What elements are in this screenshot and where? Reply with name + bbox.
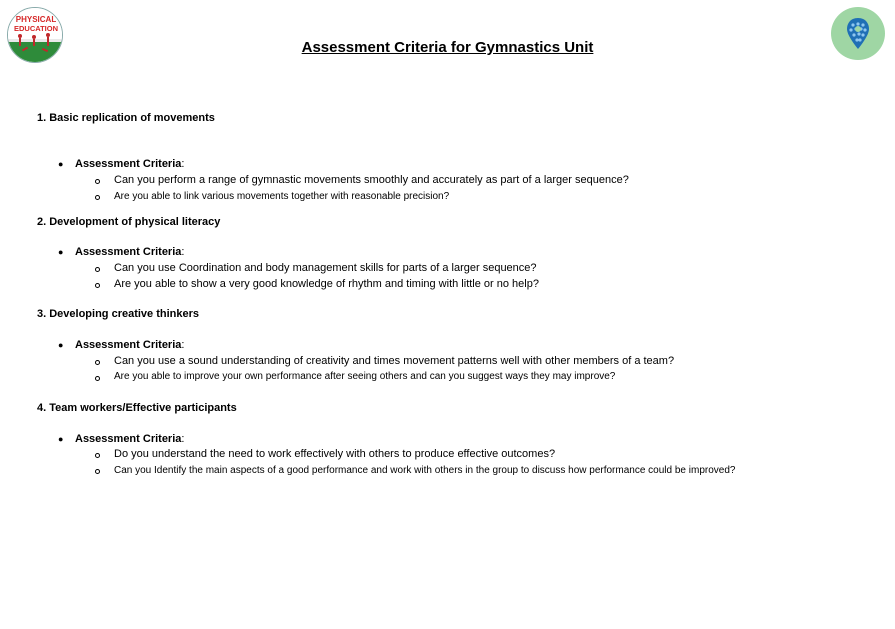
sub-bullet-icon <box>95 195 100 200</box>
sub-bullet-icon <box>95 469 100 474</box>
criteria-label-4: Assessment Criteria: <box>75 433 185 445</box>
criteria-item: Are you able to improve your own performance after seeing others and can you suggest ways they may improve? <box>114 371 616 382</box>
sub-bullet-icon <box>95 179 100 184</box>
section-heading-3: 3. Developing creative thinkers <box>37 308 200 320</box>
bullet-icon: ● <box>58 434 64 444</box>
bullet-icon: ● <box>58 340 64 350</box>
sub-bullet-icon <box>95 283 100 288</box>
sub-bullet-icon <box>95 267 100 272</box>
criteria-item: Are you able to link various movements together with reasonable precision? <box>114 191 450 202</box>
logo-text-line1: PHYSICAL <box>15 15 57 24</box>
criteria-item: Can you perform a range of gymnastic movements smoothly and accurately as part of a larger sequence? <box>114 174 629 186</box>
bullet-icon: ● <box>58 159 64 169</box>
sub-bullet-icon <box>95 376 100 381</box>
criteria-item: Can you Identify the main aspects of a good performance and work with others in the group to discuss how performance could be improved? <box>114 465 736 476</box>
criteria-item: Can you use Coordination and body management skills for parts of a larger sequence? <box>114 262 537 274</box>
criteria-label-3: Assessment Criteria: <box>75 339 185 351</box>
section-heading-1: 1. Basic replication of movements <box>37 112 215 124</box>
logo-text-line2: EDUCATION <box>13 24 59 33</box>
bullet-icon: ● <box>58 247 64 257</box>
criteria-label-1: Assessment Criteria: <box>75 158 185 170</box>
section-heading-2: 2. Development of physical literacy <box>37 216 221 228</box>
sub-bullet-icon <box>95 453 100 458</box>
criteria-item: Can you use a sound understanding of creativity and times movement patterns well with other members of a team? <box>114 355 675 367</box>
criteria-label-text: Assessment Criteria <box>75 433 182 445</box>
criteria-item: Do you understand the need to work effectively with others to produce effective outcomes? <box>114 448 556 460</box>
sub-bullet-icon <box>95 360 100 365</box>
criteria-item: Are you able to show a very good knowledge of rhythm and timing with little or no help? <box>114 278 539 290</box>
criteria-label-text: Assessment Criteria <box>75 339 182 351</box>
page-title: Assessment Criteria for Gymnastics Unit <box>301 39 594 56</box>
section-heading-4: 4. Team workers/Effective participants <box>37 402 237 414</box>
criteria-label-text: Assessment Criteria <box>75 246 182 258</box>
criteria-label-2: Assessment Criteria: <box>75 246 185 258</box>
criteria-label-text: Assessment Criteria <box>75 158 182 170</box>
